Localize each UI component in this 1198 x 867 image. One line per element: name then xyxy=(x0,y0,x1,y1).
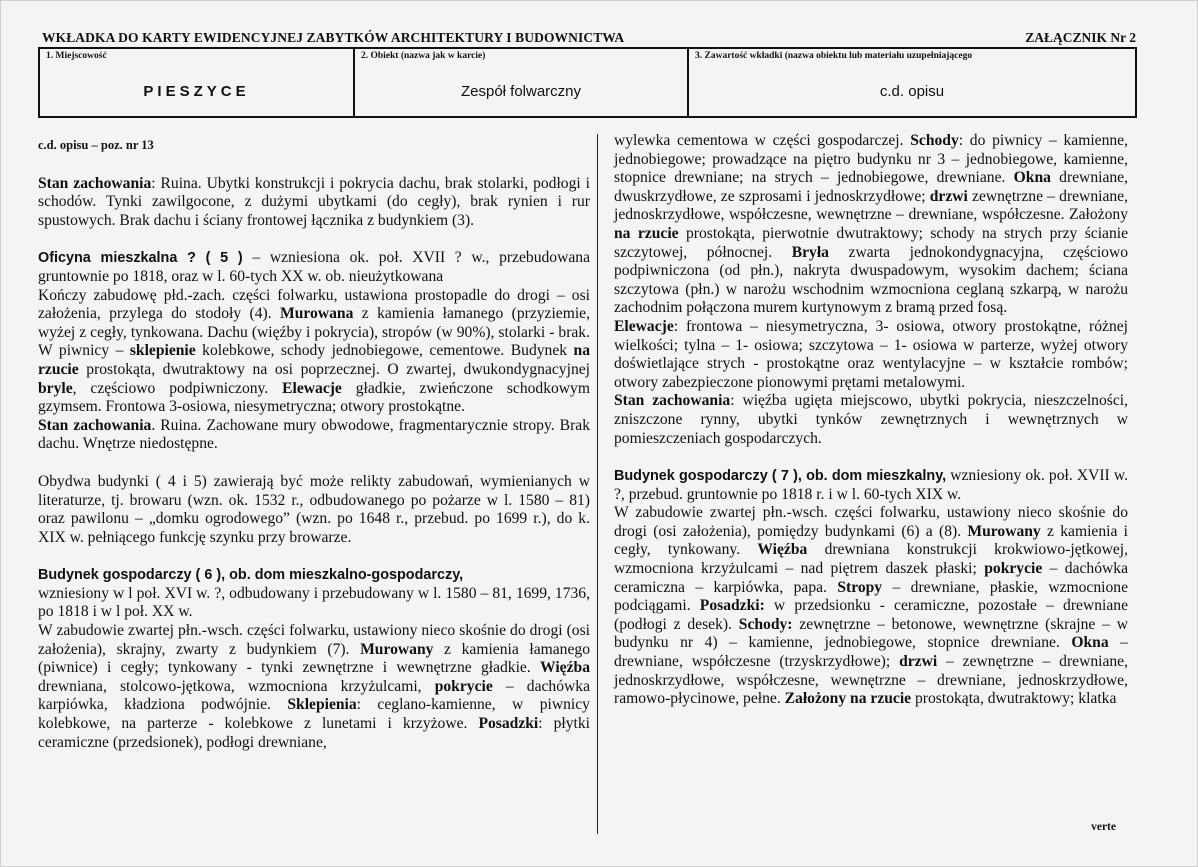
content-label: 3. Zawartość wkładki (nazwa obiektu lub materiału uzupełniającego xyxy=(695,51,973,61)
locality-value: PIESZYCE xyxy=(143,83,250,100)
paragraph-state: Stan zachowania: Ruina. Ubytki konstrukcji i pokrycia dachu, brak stolarki, podłogi i schodów. Tynki zawilgocone, z dużymi ubytkami (do cegły), brak rynien i rur spustowych. Brak dachu i ściany frontowej łącznika z budynkiem (3). xyxy=(38,174,591,229)
object-label: 2. Obiekt (nazwa jak w karcie) xyxy=(361,51,486,61)
content-value: c.d. opisu xyxy=(879,83,945,100)
attachment-number: ZAŁĄCZNIK Nr 2 xyxy=(1025,30,1136,45)
header-table xyxy=(38,47,1137,118)
locality-cell xyxy=(40,49,353,116)
paragraph-building-7: Budynek gospodarczy ( 7 ), ob. dom mieszkalny, wzniesiony ok. poł. XVII w. ?, przebud. gruntownie po 1818 r. i w l. 60-tych XIX w. W zabudowie zwartej płn.-wsch. części folwarku, ustawiony nieco skośnie do drogi (osi założenia), pomiędzy budynkami (6) a (8). Murowany z kamienia i cegły, tynkowany. Więźba drewniana konstrukcji krokwiowo-jętkowej, wzmocniona krzyżulcami – nad piętrem daszek płaski; pokrycie – dachówka ceramiczna – karpiówka, papa. Stropy – drewniane, płaskie, wzmocnione podciągami. Posadzki: w przedsionku - ceramiczne, pozostałe – drewniane (podłogi z desek). Schody: zewnętrzne – betonowe, wewnętrzne (skrajne – w budynku nr 4) – kamienne, jednobiegowe, stopnice drewniane. Okna – drewniane, współczesne (trzyskrzydłowe); drzwi – zewnętrzne – drewniane, jednoskrzydłowe, współczesne, wewnętrzne – drewniane, jednoskrzydłowe, ramowo-płycinowe, pełne. Założony na rzucie prostokąta, dwutraktowy; klatka xyxy=(614,467,1129,708)
paragraph-building-6-cont: wylewka cementowa w części gospodarczej. Schody: do piwnicy – kamienne, jednobiegowe; prowadzące na piętro budynku nr 3 – jednobiegowe, kamienne, stopnice drewniane; na strych – jednobiegowe, drewniane. Okna drewniane, dwuskrzydłowe, ze szprosami i jednoskrzydłowe; drzwi zewnętrzne – drewniane, jednoskrzydłowe, współczesne, wewnętrzne – drewniane, współczesne. Założony na rzucie prostokąta, pierwotnie dwutraktowy; schody na strych przy ścianie szczytowej, północnej. Bryła zwarta jednokondygnacyjna, częściowo podpiwniczona (od płn.), nakryta dwuspadowym, wysokim dachem; ściana szczytowa (płn.) w narożu wschodnim wzmocniona ceglaną szkarpą, w narożu zachodnim połączona murem kurtynowym z bramą przed fosą. Elewacje: frontowa – niesymetryczna, 3- osiowa, otwory prostokątne, różnej wielkości; tylna – 1- osiowa; szczytowa – 1- osiowa w parterze, wyżej otwory doświetlające strych - prostokątne oraz wentylacyjne – w kształcie rombów; otwory zabezpieczone pionowymi prętami metalowymi. Stan zachowania: więźba ugięta miejscowo, ubytki pokrycia, nieszczelności, zniszczone rynny, ubytki tynków zewnętrznych i wewnętrznych w pomieszczeniach gospodarczych. xyxy=(614,132,1129,447)
form-title: WKŁADKA DO KARTY EWIDENCYJNEJ ZABYTKÓW ARCHITEKTURY I BUDOWNICTWA xyxy=(42,30,625,45)
paragraph-building-6: Budynek gospodarczy ( 6 ), ob. dom mieszkalno-gospodarczy, wzniesiony w l poł. XVI w. ?, odbudowany i przebudowany w l. 1580 – 81, 1699, 1736, po 1818 i w l poł. XX w. W zabudowie zwartej płn.-wsch. części folwarku, ustawiony nieco skośnie do drogi (osi założenia), skrajny, zwarty z budynkiem (7). Murowany z kamienia łamanego (piwnice) i cegły; tynkowany - tynki zewnętrzne i wewnętrzne gładkie. Więźba drewniana, stolcowo-jętkowa, wzmocniona krzyżulcami, pokrycie – dachówka karpiówka, kładziona podwójnie. Sklepienia: ceglano-kamienne, w piwnicy kolebkowe, na parterze - kolebkowe z lunetami i krzyżowe. Posadzki: płytki ceramiczne (przedsionek), podłogi drewniane, xyxy=(38,567,591,751)
heading-building-5: Oficyna mieszkalna ? ( 5 ) xyxy=(38,250,243,267)
heading-building-7: Budynek gospodarczy ( 7 ), ob. dom mieszkalny, xyxy=(614,468,947,485)
locality-label: 1. Miejscowość xyxy=(46,51,107,61)
paragraph-building-5: Oficyna mieszkalna ? ( 5 ) – wzniesiona ok. poł. XVII ? w., przebudowana gruntownie po 1818, oraz w l. 60-tych XX w. ob. nieużytkowana Kończy zabudowę płd.-zach. części folwarku, ustawiona prostopadle do drogi – osi założenia, przylega do stodoły (4). Murowana z kamienia łamanego (przyziemie, wyżej z cegły, tynkowana. Dachu (więźby i pokrycia), stropów (w 90%), stolarki - brak. W piwnicy – sklepienie kolebkowe, schody jednobiegowe, cementowe. Budynek na rzucie prostokąta, dwutraktowy na osi poprzecznej. O zwartej, dwukondygnacyjnej bryle, częściowo podpiwniczony. Elewacje gładkie, zwieńczone schodkowym gzymsem. Frontowa 3-osiowa, niesymetryczna; otwory prostokątne. Stan zachowania. Ruina. Zachowane mury obwodowe, fragmentarycznie stropy. Brak dachu. Wnętrze niedostępne. xyxy=(38,249,591,453)
continuation-note: c.d. opisu – poz. nr 13 xyxy=(38,138,154,152)
content-cell xyxy=(687,49,1135,116)
object-value: Zespół folwarczny xyxy=(460,83,582,100)
label-state: Stan zachowania xyxy=(38,174,152,192)
paragraph-relics: Obydwa budynki ( 4 i 5) zawierają być może relikty zabudowań, wymienianych w literaturze, tj. browaru (wzn. ok. 1532 r., odbudowanego po pożarze w l. 1580 – 81) oraz pawilonu – „domku ogrodowego” (wzn. po 1648 r., przebud. po 1699 r.), do k. XIX w. pełniącego funkcję szynku przy browarze. xyxy=(38,472,590,546)
left-column xyxy=(38,136,590,752)
verte-note: verte xyxy=(1091,821,1116,833)
object-cell xyxy=(353,49,687,116)
column-divider xyxy=(597,134,598,834)
heading-building-6: Budynek gospodarczy ( 6 ), ob. dom mieszkalno-gospodarczy, xyxy=(38,567,464,584)
right-column xyxy=(614,132,1128,709)
